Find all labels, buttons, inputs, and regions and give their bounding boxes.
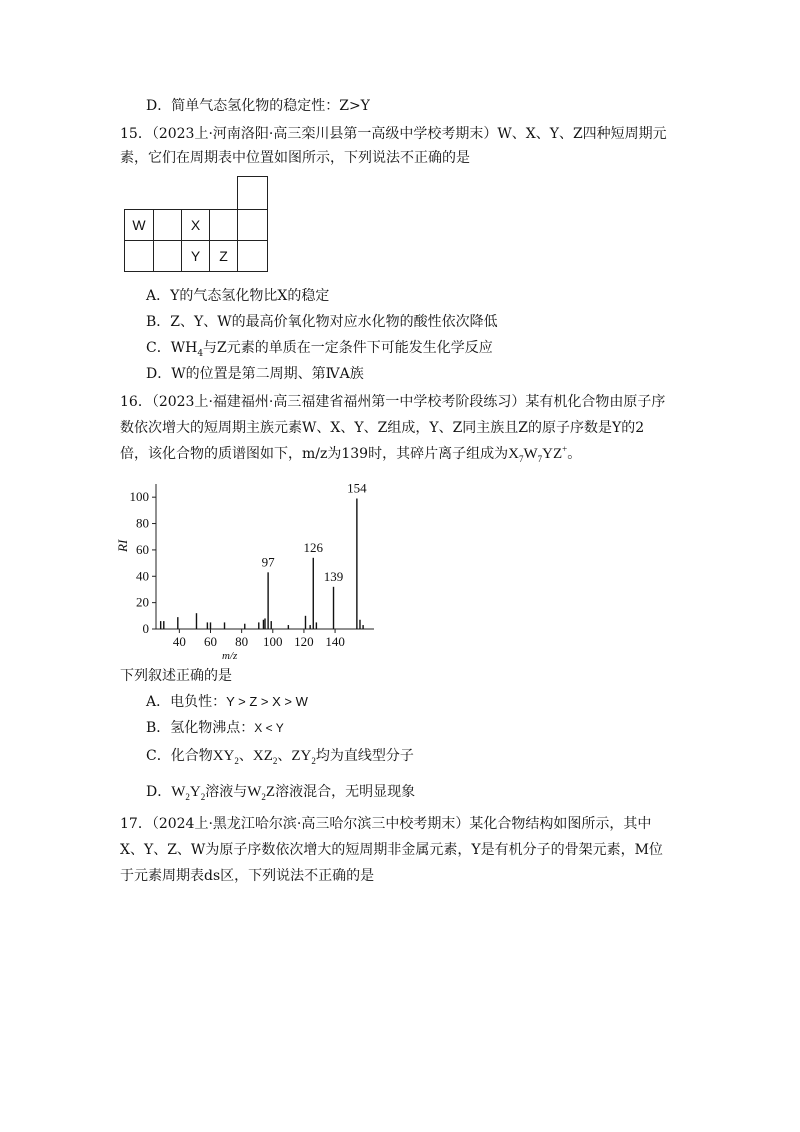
q17-stem-line3: 于元素周期表ds区，下列说法不正确的是: [120, 868, 375, 884]
mass-spectrum-chart: [115, 478, 382, 664]
q16-question: 下列叙述正确的是: [120, 668, 232, 684]
q15-option-d: D．W的位置是第二周期、第ⅣA族: [146, 366, 364, 382]
q15-stem-line1: 15．（2023上·河南洛阳·高三栾川县第一高级中学校考期末）W、X、Y、Z四种短周期元: [120, 126, 667, 142]
q16-option-a: A．电负性：Y > Z > X > W: [146, 694, 308, 710]
peak-label: 139: [323, 568, 344, 584]
q15-option-c: C．$WH_4$与Z元素的单质在一定条件下可能发生化学反应: [146, 340, 493, 359]
table-cell-y: Y: [181, 240, 210, 272]
table-cell-empty: [237, 176, 268, 210]
table-cell-empty: [237, 209, 268, 241]
peak-label: 97: [261, 554, 275, 570]
y-tick-label: 100: [129, 489, 149, 505]
q16-stem-line2: 数依次增大的短周期主族元素W、X、Y、Z组成，Y、Z同主族且Z的原子序数是Y的2: [120, 420, 645, 436]
table-cell-empty: [153, 240, 182, 272]
q15-option-a: A．Y的气态氢化物比X的稳定: [146, 288, 330, 304]
x-tick-label: 80: [235, 634, 249, 649]
q16-option-d: D．$W_2Y_2$溶液与$W_2Z$溶液混合，无明显现象: [146, 784, 416, 802]
q17-stem-line1: 17．（2024上·黑龙江哈尔滨·高三哈尔滨三中校考期末）某化合物结构如图所示，其中: [120, 816, 652, 832]
y-tick-label: 80: [136, 515, 149, 531]
table-cell-w: W: [124, 209, 154, 241]
q16-stem-line3: 倍，该化合物的质谱图如下，m/z为139时，其碎片离子组成为$X_7W_7YZ^+$。: [120, 444, 582, 464]
q17-stem-line2: X、Y、Z、W为原子序数依次增大的短周期非金属元素，Y是有机分子的骨架元素，M位: [120, 842, 663, 858]
q14-option-d: D．简单气态氢化物的稳定性：Z>Y: [146, 98, 370, 114]
peak-label: 126: [303, 539, 324, 555]
y-tick-label: 60: [136, 541, 149, 557]
x-tick-label: 40: [172, 634, 186, 649]
peak-label: 154: [347, 480, 367, 496]
q16-option-c: C．化合物$XY_2$、$XZ_2$、$ZY_2$均为直线型分子: [146, 748, 414, 766]
table-cell-empty: [153, 209, 182, 241]
x-axis-label: m/z: [222, 650, 238, 662]
table-cell-x: X: [181, 209, 210, 241]
chart-peak-labels: [262, 481, 368, 584]
table-cell-empty: [124, 240, 154, 272]
x-tick-label: 60: [204, 634, 217, 649]
table-cell-empty: [209, 209, 238, 241]
x-tick-label: 140: [325, 634, 345, 649]
chart-axes: [130, 484, 375, 649]
q15-stem-line2: 素，它们在周期表中位置如图所示，下列说法不正确的是: [120, 150, 470, 166]
q16-stem-line1: 16．（2023上·福建福州·高三福建省福州第一中学校考阶段练习）某有机化合物由原子序: [120, 394, 666, 410]
table-cell-z: Z: [209, 240, 238, 272]
x-tick-label: 120: [294, 634, 314, 649]
y-tick-label: 20: [136, 594, 149, 610]
q16-option-b: B．氢化物沸点：X < Y: [146, 720, 284, 736]
y-tick-label: 0: [142, 621, 149, 636]
q15-option-b: B．Z、Y、W的最高价氧化物对应水化物的酸性依次降低: [146, 314, 498, 330]
y-tick-label: 40: [136, 568, 149, 584]
x-tick-label: 100: [263, 634, 283, 649]
y-axis-label: RI: [115, 539, 130, 552]
fragment-formula: $X_7W_7YZ^+$: [508, 444, 568, 464]
table-cell-empty: [237, 240, 268, 272]
